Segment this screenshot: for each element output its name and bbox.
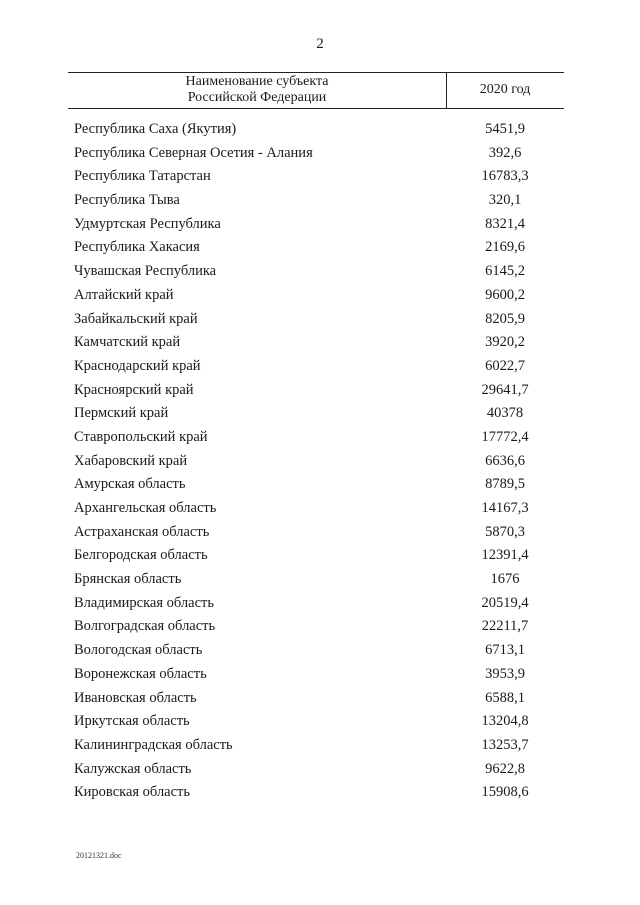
region-name: Кировская область: [74, 784, 191, 801]
table-row: [0, 592, 640, 616]
region-name: Брянская область: [74, 571, 182, 588]
table-row: [0, 758, 640, 782]
value-2020: 29641,7: [481, 381, 529, 398]
table-row: [0, 687, 640, 711]
value-2020: 22211,7: [481, 618, 529, 635]
table-row: [0, 734, 640, 758]
table-row: [0, 189, 640, 213]
value-2020: 40378: [486, 405, 524, 422]
region-name: Краснодарский край: [74, 357, 201, 374]
value-2020: 6713,1: [485, 642, 525, 659]
header-bottom-rule: [68, 108, 564, 109]
column-header-subject-line1: Наименование субъекта: [185, 74, 329, 89]
table-row: [0, 781, 640, 805]
region-name: Республика Саха (Якутия): [74, 121, 237, 137]
value-2020: 5451,9: [485, 121, 525, 137]
table-row: [0, 663, 640, 687]
value-2020: 9600,2: [485, 286, 525, 303]
region-name: Пермский край: [74, 405, 169, 422]
region-name: Удмуртская Республика: [74, 215, 221, 232]
value-2020: 320,1: [488, 192, 522, 209]
region-name: Чувашская Республика: [74, 263, 217, 280]
region-name: Иркутская область: [74, 713, 190, 730]
value-2020: 12391,4: [481, 547, 529, 564]
region-name: Волгоградская область: [74, 618, 216, 635]
region-name: Республика Татарстан: [74, 168, 211, 185]
value-2020: 5870,3: [485, 523, 525, 540]
value-2020: 20519,4: [481, 594, 529, 611]
region-name: Республика Хакасия: [74, 239, 200, 256]
region-name: Камчатский край: [74, 334, 181, 351]
region-name: Республика Тыва: [74, 192, 180, 209]
table-row: [0, 497, 640, 521]
table-row: [0, 213, 640, 237]
table-row: [0, 473, 640, 497]
region-name: Ставропольский край: [74, 428, 208, 445]
column-header-subject-line2: Российской Федерации: [187, 90, 327, 105]
value-2020: 3920,2: [485, 334, 525, 351]
value-2020: 14167,3: [481, 500, 529, 516]
region-name: Алтайский край: [74, 286, 174, 303]
region-name: Ивановская область: [74, 689, 197, 706]
table-top-rule: [68, 72, 564, 73]
table-row: [0, 521, 640, 545]
table-row: [0, 331, 640, 355]
value-2020: 9622,8: [485, 760, 525, 777]
region-name: Амурская область: [74, 476, 186, 493]
value-2020: 6588,1: [485, 689, 525, 706]
column-header-year: 2020 год: [479, 82, 531, 97]
table-row: [0, 710, 640, 734]
value-2020: 13253,7: [481, 736, 529, 753]
region-name: Вологодская область: [74, 642, 203, 659]
table-row: [0, 544, 640, 568]
value-2020: 13204,8: [481, 713, 529, 730]
table-row: [0, 142, 640, 166]
table-row: [0, 308, 640, 332]
value-2020: 6145,2: [485, 263, 525, 280]
table-row: [0, 260, 640, 284]
value-2020: 15908,6: [481, 784, 529, 801]
table-row: [0, 402, 640, 426]
table-row: [0, 568, 640, 592]
region-name: Хабаровский край: [74, 452, 188, 469]
value-2020: 1676: [490, 571, 520, 588]
region-name: Воронежская область: [74, 665, 207, 682]
column-header-subject: [68, 74, 446, 106]
table-row: [0, 639, 640, 663]
value-2020: 6636,6: [485, 452, 525, 469]
table-row: [0, 165, 640, 189]
table-row: [0, 426, 640, 450]
region-name: Забайкальский край: [74, 310, 198, 327]
region-name: Белгородская область: [74, 547, 208, 564]
page-number: 2: [316, 36, 324, 52]
table-row: [0, 355, 640, 379]
value-2020: 3953,9: [485, 665, 525, 682]
table-row: [0, 450, 640, 474]
region-name: Красноярский край: [74, 381, 194, 398]
table-row: [0, 118, 640, 142]
document-code: 20121321.doc: [76, 851, 122, 860]
region-name: Республика Северная Осетия - Алания: [74, 144, 313, 161]
value-2020: 392,6: [488, 144, 522, 161]
table-row: [0, 284, 640, 308]
value-2020: 6022,7: [485, 357, 525, 374]
region-name: Владимирская область: [74, 594, 214, 611]
table-body: [0, 118, 640, 805]
value-2020: 17772,4: [481, 428, 529, 445]
value-2020: 8205,9: [485, 310, 525, 327]
region-name: Архангельская область: [74, 500, 217, 516]
value-2020: 16783,3: [481, 168, 529, 185]
table-row: [0, 236, 640, 260]
table-row: [0, 379, 640, 403]
region-name: Калининградская область: [74, 736, 233, 753]
region-name: Астраханская область: [74, 523, 210, 540]
table-row: [0, 615, 640, 639]
region-name: Калужская область: [74, 760, 192, 777]
value-2020: 8789,5: [485, 476, 525, 493]
value-2020: 8321,4: [485, 215, 525, 232]
value-2020: 2169,6: [485, 239, 525, 256]
